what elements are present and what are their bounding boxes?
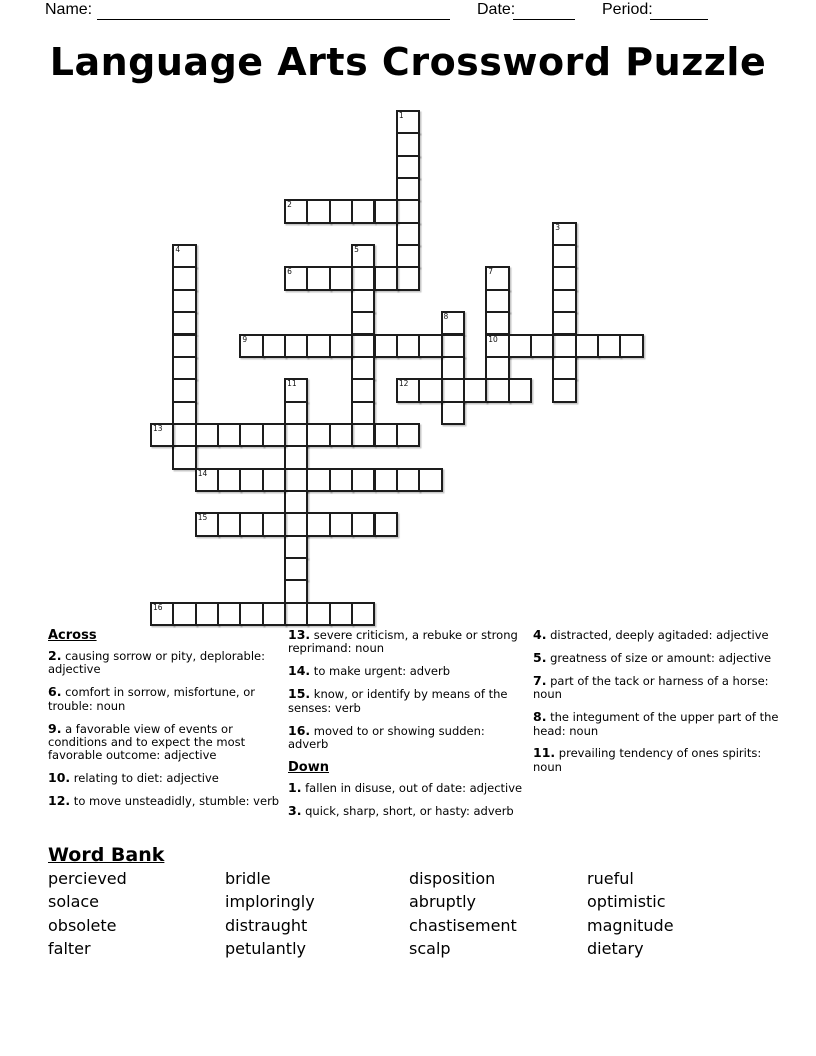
grid-number-5: 5 bbox=[354, 245, 359, 255]
grid-cell[interactable] bbox=[418, 378, 442, 402]
grid-cell[interactable] bbox=[284, 468, 308, 492]
grid-cell[interactable] bbox=[217, 468, 241, 492]
grid-cell[interactable] bbox=[396, 423, 420, 447]
grid-cell[interactable] bbox=[485, 311, 509, 335]
clue-13: 13. severe criticism, a rebuke or strong reprimand: noun bbox=[288, 627, 518, 656]
grid-cell[interactable] bbox=[485, 356, 509, 380]
clue-column-1 bbox=[48, 628, 283, 817]
grid-cell[interactable] bbox=[284, 557, 308, 581]
grid-cell[interactable] bbox=[441, 401, 465, 425]
word-bank-word: percieved bbox=[48, 869, 127, 888]
grid-number-12: 12 bbox=[398, 379, 409, 389]
grid-cell[interactable] bbox=[306, 334, 330, 358]
clue-14: 14. to make urgent: adverb bbox=[288, 663, 451, 679]
grid-cell[interactable] bbox=[172, 289, 196, 313]
grid-cell[interactable] bbox=[396, 266, 420, 290]
clue-6: 6. comfort in sorrow, misfortune, or trouble: noun bbox=[48, 684, 256, 713]
grid-cell[interactable] bbox=[552, 222, 576, 246]
grid-cell[interactable] bbox=[508, 334, 532, 358]
grid-cell[interactable] bbox=[262, 602, 286, 626]
word-bank-word: magnitude bbox=[587, 915, 674, 935]
word-bank-word: imploringly bbox=[225, 892, 315, 912]
grid-cell[interactable] bbox=[552, 378, 576, 402]
grid-cell[interactable] bbox=[552, 244, 576, 268]
grid-number-9: 9 bbox=[242, 334, 248, 344]
grid-cell[interactable] bbox=[172, 244, 196, 268]
grid-cell[interactable] bbox=[441, 311, 465, 335]
period-label: Period: bbox=[602, 1, 653, 18]
grid-cell[interactable] bbox=[374, 423, 398, 447]
grid-cell[interactable] bbox=[239, 512, 263, 536]
grid-number-13: 13 bbox=[153, 423, 163, 433]
grid-cell[interactable] bbox=[172, 378, 196, 402]
word-bank-word: bridle bbox=[225, 869, 271, 888]
grid-cell[interactable] bbox=[351, 289, 375, 313]
grid-cell[interactable] bbox=[374, 334, 398, 358]
grid-cell[interactable] bbox=[329, 199, 353, 223]
grid-cell[interactable] bbox=[262, 468, 286, 492]
clue-5: 5. greatness of size or amount: adjective bbox=[533, 649, 772, 665]
grid-number-2: 2 bbox=[287, 200, 292, 210]
name-label: Name: bbox=[45, 1, 93, 18]
grid-cell[interactable] bbox=[597, 334, 621, 358]
grid-number-8: 8 bbox=[443, 312, 449, 322]
grid-cell[interactable] bbox=[374, 199, 398, 223]
grid-cell[interactable] bbox=[575, 334, 599, 358]
period-blank-line[interactable] bbox=[650, 1, 708, 20]
grid-cell[interactable] bbox=[284, 378, 308, 402]
grid-cell[interactable] bbox=[195, 512, 219, 536]
clue-12: 12. to move unsteadidly, stumble: verb bbox=[48, 793, 280, 809]
grid-cell[interactable] bbox=[418, 468, 442, 492]
grid-cell[interactable] bbox=[374, 266, 398, 290]
word-bank-list bbox=[48, 868, 674, 961]
grid-cell[interactable] bbox=[172, 266, 196, 290]
clue-11: 11. prevailing tendency of ones spirits: noun bbox=[533, 745, 762, 774]
grid-cell[interactable] bbox=[619, 334, 643, 358]
grid-cell[interactable] bbox=[463, 378, 487, 402]
grid-cell[interactable] bbox=[284, 535, 308, 559]
grid-cell[interactable] bbox=[239, 602, 263, 626]
word-bank-word: distraught bbox=[225, 915, 308, 935]
grid-number-3: 3 bbox=[555, 222, 561, 232]
crossword-grid bbox=[150, 110, 646, 628]
clue-7: 7. part of the tack or harness of a horse: noun bbox=[533, 672, 769, 702]
word-bank-heading: Word Bank bbox=[48, 844, 165, 866]
grid-cell[interactable] bbox=[329, 468, 353, 492]
grid-cell[interactable] bbox=[485, 378, 509, 402]
grid-cell[interactable] bbox=[396, 334, 420, 358]
grid-cell[interactable] bbox=[284, 423, 308, 447]
grid-cell[interactable] bbox=[351, 602, 375, 626]
grid-cell[interactable] bbox=[396, 378, 420, 402]
word-bank-word: petulantly bbox=[225, 938, 306, 958]
grid-cell[interactable] bbox=[351, 244, 375, 268]
grid-cell[interactable] bbox=[329, 266, 353, 290]
grid-number-11: 11 bbox=[287, 379, 297, 389]
grid-cell[interactable] bbox=[284, 334, 308, 358]
date-label: Date: bbox=[477, 1, 516, 18]
grid-cell[interactable] bbox=[351, 334, 375, 358]
word-bank-word: dietary bbox=[587, 938, 644, 958]
grid-cell[interactable] bbox=[239, 334, 263, 358]
grid-cell[interactable] bbox=[396, 468, 420, 492]
grid-cell[interactable] bbox=[284, 602, 308, 626]
grid-number-16: 16 bbox=[153, 602, 163, 612]
grid-cell[interactable] bbox=[306, 266, 330, 290]
grid-cell[interactable] bbox=[396, 177, 420, 201]
grid-cell[interactable] bbox=[329, 423, 353, 447]
grid-cell[interactable] bbox=[172, 311, 196, 335]
grid-cell[interactable] bbox=[351, 311, 375, 335]
grid-cell[interactable] bbox=[552, 289, 576, 313]
grid-cell[interactable] bbox=[351, 199, 375, 223]
grid-number-6: 6 bbox=[287, 267, 292, 277]
grid-cell[interactable] bbox=[485, 266, 509, 290]
grid-cell[interactable] bbox=[485, 289, 509, 313]
grid-cell[interactable] bbox=[172, 445, 196, 469]
grid-cell[interactable] bbox=[306, 423, 330, 447]
grid-cell[interactable] bbox=[306, 512, 330, 536]
clue-column-3 bbox=[533, 628, 783, 783]
clue-3: 3. quick, sharp, short, or hasty: adverb bbox=[288, 802, 514, 818]
grid-cell[interactable] bbox=[195, 468, 219, 492]
across-heading: Across bbox=[48, 628, 97, 643]
grid-cell[interactable] bbox=[284, 199, 308, 223]
word-bank-word: abruptly bbox=[409, 892, 477, 912]
grid-number-7: 7 bbox=[488, 267, 494, 277]
word-bank-word: disposition bbox=[409, 869, 496, 888]
grid-cell[interactable] bbox=[418, 334, 442, 358]
grid-cell[interactable] bbox=[195, 423, 219, 447]
grid-cell[interactable] bbox=[485, 334, 509, 358]
grid-cell[interactable] bbox=[217, 423, 241, 447]
grid-cell[interactable] bbox=[351, 423, 375, 447]
clue-4: 4. distracted, deeply agitaded: adjective bbox=[533, 627, 769, 642]
grid-cell[interactable] bbox=[284, 579, 308, 603]
word-bank-word: optimistic bbox=[587, 892, 666, 912]
grid-cell[interactable] bbox=[329, 334, 353, 358]
grid-cell[interactable] bbox=[396, 155, 420, 179]
grid-cell[interactable] bbox=[508, 378, 532, 402]
grid-cell[interactable] bbox=[150, 602, 174, 626]
grid-cell[interactable] bbox=[217, 512, 241, 536]
grid-cell[interactable] bbox=[172, 334, 196, 358]
grid-cell[interactable] bbox=[552, 266, 576, 290]
word-bank-word: obsolete bbox=[48, 915, 117, 935]
clue-9: 9. a favorable view of events or conditions and to expect the most favorable outcome: adjective bbox=[48, 720, 246, 763]
clue-16: 16. moved to or showing sudden: adverb bbox=[288, 722, 485, 751]
grid-number-4: 4 bbox=[175, 245, 181, 255]
grid-cell[interactable] bbox=[552, 311, 576, 335]
down-heading: Down bbox=[288, 759, 329, 775]
grid-cell[interactable] bbox=[284, 445, 308, 469]
clue-10: 10. relating to diet: adjective bbox=[48, 770, 219, 786]
grid-cell[interactable] bbox=[441, 356, 465, 380]
grid-cell[interactable] bbox=[217, 602, 241, 626]
grid-cell[interactable] bbox=[351, 266, 375, 290]
grid-cell[interactable] bbox=[441, 334, 465, 358]
word-bank-word: falter bbox=[48, 938, 91, 958]
grid-cell[interactable] bbox=[172, 423, 196, 447]
grid-cell[interactable] bbox=[306, 602, 330, 626]
grid-number-10: 10 bbox=[488, 334, 498, 344]
grid-number-15: 15 bbox=[197, 513, 208, 523]
grid-cell[interactable] bbox=[329, 512, 353, 536]
grid-cell[interactable] bbox=[284, 512, 308, 536]
grid-cell[interactable] bbox=[239, 468, 263, 492]
grid-cell[interactable] bbox=[172, 356, 196, 380]
grid-cell[interactable] bbox=[351, 378, 375, 402]
clue-15: 15. know, or identify by means of the senses: verb bbox=[288, 686, 508, 715]
grid-cell[interactable] bbox=[351, 512, 375, 536]
grid-cell[interactable] bbox=[441, 378, 465, 402]
grid-cell[interactable] bbox=[329, 602, 353, 626]
grid-cell[interactable] bbox=[396, 222, 420, 246]
date-blank-line[interactable] bbox=[513, 1, 575, 20]
grid-cell[interactable] bbox=[284, 490, 308, 514]
grid-cell[interactable] bbox=[351, 401, 375, 425]
grid-cell[interactable] bbox=[552, 334, 576, 358]
grid-cell[interactable] bbox=[172, 602, 196, 626]
word-bank-word: chastisement bbox=[409, 915, 517, 935]
grid-cell[interactable] bbox=[262, 423, 286, 447]
name-blank-line[interactable] bbox=[97, 1, 450, 20]
clue-8: 8. the integument of the upper part of the head: noun bbox=[533, 709, 779, 738]
grid-number-14: 14 bbox=[197, 468, 208, 478]
grid-cell[interactable] bbox=[396, 199, 420, 223]
grid-cell[interactable] bbox=[396, 244, 420, 268]
grid-cell[interactable] bbox=[351, 356, 375, 380]
grid-cell[interactable] bbox=[530, 334, 554, 358]
grid-cell[interactable] bbox=[374, 468, 398, 492]
grid-cell[interactable] bbox=[195, 602, 219, 626]
grid-cell[interactable] bbox=[306, 199, 330, 223]
grid-cell[interactable] bbox=[396, 110, 420, 134]
grid-cell[interactable] bbox=[150, 423, 174, 447]
grid-cell[interactable] bbox=[239, 423, 263, 447]
clue-column-2 bbox=[288, 628, 526, 827]
grid-cell[interactable] bbox=[262, 512, 286, 536]
clue-2: 2. causing sorrow or pity, deplorable: adjective bbox=[48, 648, 265, 677]
grid-cell[interactable] bbox=[284, 266, 308, 290]
grid-cell[interactable] bbox=[262, 334, 286, 358]
grid-cell[interactable] bbox=[284, 401, 308, 425]
word-bank-word: scalp bbox=[409, 938, 451, 958]
word-bank-word: rueful bbox=[587, 869, 634, 888]
grid-cell[interactable] bbox=[306, 468, 330, 492]
grid-cell[interactable] bbox=[351, 468, 375, 492]
grid-cell[interactable] bbox=[172, 401, 196, 425]
page-title: Language Arts Crossword Puzzle bbox=[49, 40, 767, 84]
grid-cell[interactable] bbox=[396, 132, 420, 156]
grid-cell[interactable] bbox=[552, 356, 576, 380]
clue-1: 1. fallen in disuse, out of date: adjective bbox=[288, 779, 523, 795]
grid-number-1: 1 bbox=[398, 111, 404, 120]
grid-cell[interactable] bbox=[374, 512, 398, 536]
word-bank-word: solace bbox=[48, 892, 100, 912]
